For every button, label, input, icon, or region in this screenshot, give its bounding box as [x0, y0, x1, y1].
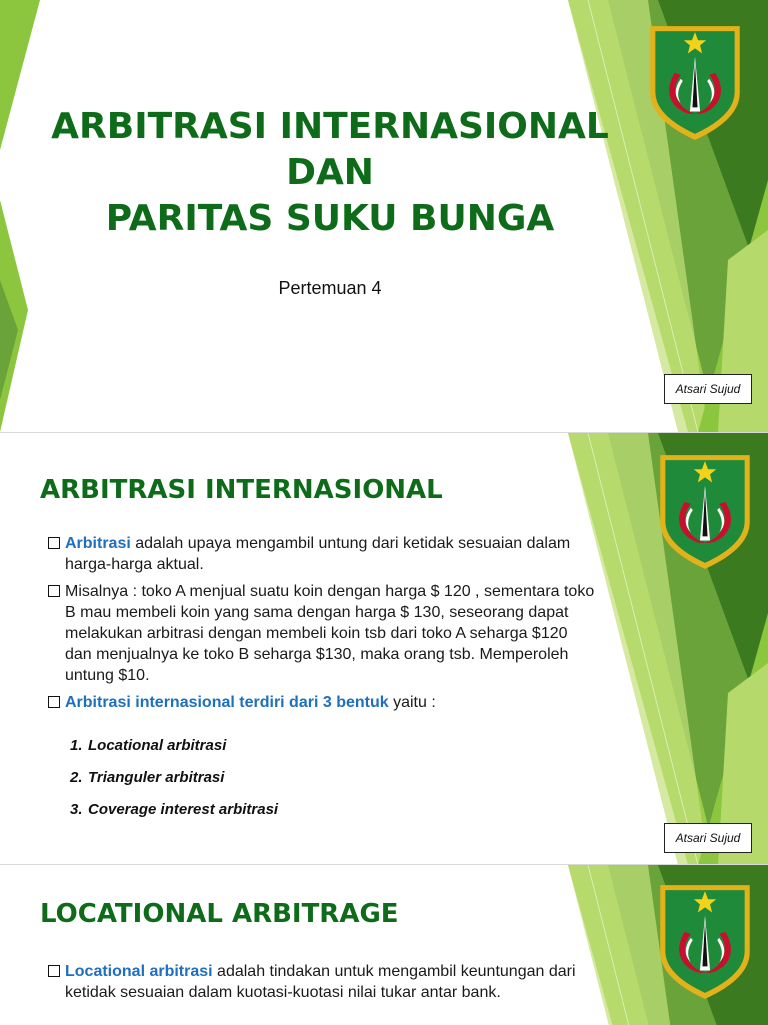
bullet-item — [48, 533, 596, 575]
subtitle: Pertemuan 4 — [278, 278, 382, 298]
list-item: 2. Trianguler arbitrasi — [70, 769, 225, 786]
author-box: Atsari Sujud — [664, 823, 752, 853]
list-item: 1. Locational arbitrasi — [70, 737, 227, 754]
bullet-list — [48, 961, 596, 1009]
slide-heading: ARBITRASI INTERNASIONAL — [40, 475, 443, 505]
main-title — [40, 104, 620, 242]
bullet-item — [48, 692, 596, 713]
bullet-text: Misalnya : toko A menjual suatu koin dengan harga $ 120 , sementara toko B mau membeli koin yang sama dengan harga $ 130, seseorang dapat melakukan arbitrasi dengan membeli koin tsb dari toko A seharga $120 dan menjualnya ke toko B seharga $130, maka orang tsb. Memperoleh untung $10. — [65, 583, 595, 684]
slide-heading: LOCATIONAL ARBITRAGE — [40, 899, 399, 929]
left-decoration — [0, 0, 40, 432]
title-line-3: PARITAS SUKU BUNGA — [105, 198, 555, 239]
slide-title — [0, 0, 768, 432]
bullet-list — [48, 533, 596, 719]
bullet-item — [48, 581, 596, 686]
checkbox-bullet-icon — [48, 965, 60, 977]
keyword: Arbitrasi internasional terdiri dari 3 bentuk — [65, 694, 389, 711]
slide-locational — [0, 864, 768, 1025]
university-logo — [654, 881, 756, 1003]
title-line-1: ARBITRASI INTERNASIONAL — [51, 106, 609, 147]
checkbox-bullet-icon — [48, 696, 60, 708]
numbered-list — [70, 730, 278, 826]
bullet-text: yaitu : — [388, 694, 436, 711]
bullet-item — [48, 961, 596, 1003]
author-box: Atsari Sujud — [664, 374, 752, 404]
bullet-text: adalah tindakan untuk mengambil keuntungan dari ketidak sesuaian dalam kuotasi-kuotasi nilai tukar antar bank. — [65, 963, 576, 1001]
keyword: Locational arbitrasi — [65, 963, 213, 980]
title-line-2: DAN — [286, 152, 374, 193]
university-logo — [654, 451, 756, 573]
university-logo — [644, 22, 746, 144]
bullet-text: adalah upaya mengambil untung dari ketidak sesuaian dalam harga-harga aktual. — [65, 535, 571, 573]
checkbox-bullet-icon — [48, 585, 60, 597]
checkbox-bullet-icon — [48, 537, 60, 549]
keyword: Arbitrasi — [65, 535, 131, 552]
list-item: 3. Coverage interest arbitrasi — [70, 801, 279, 818]
slide-arbitrasi — [0, 432, 768, 865]
